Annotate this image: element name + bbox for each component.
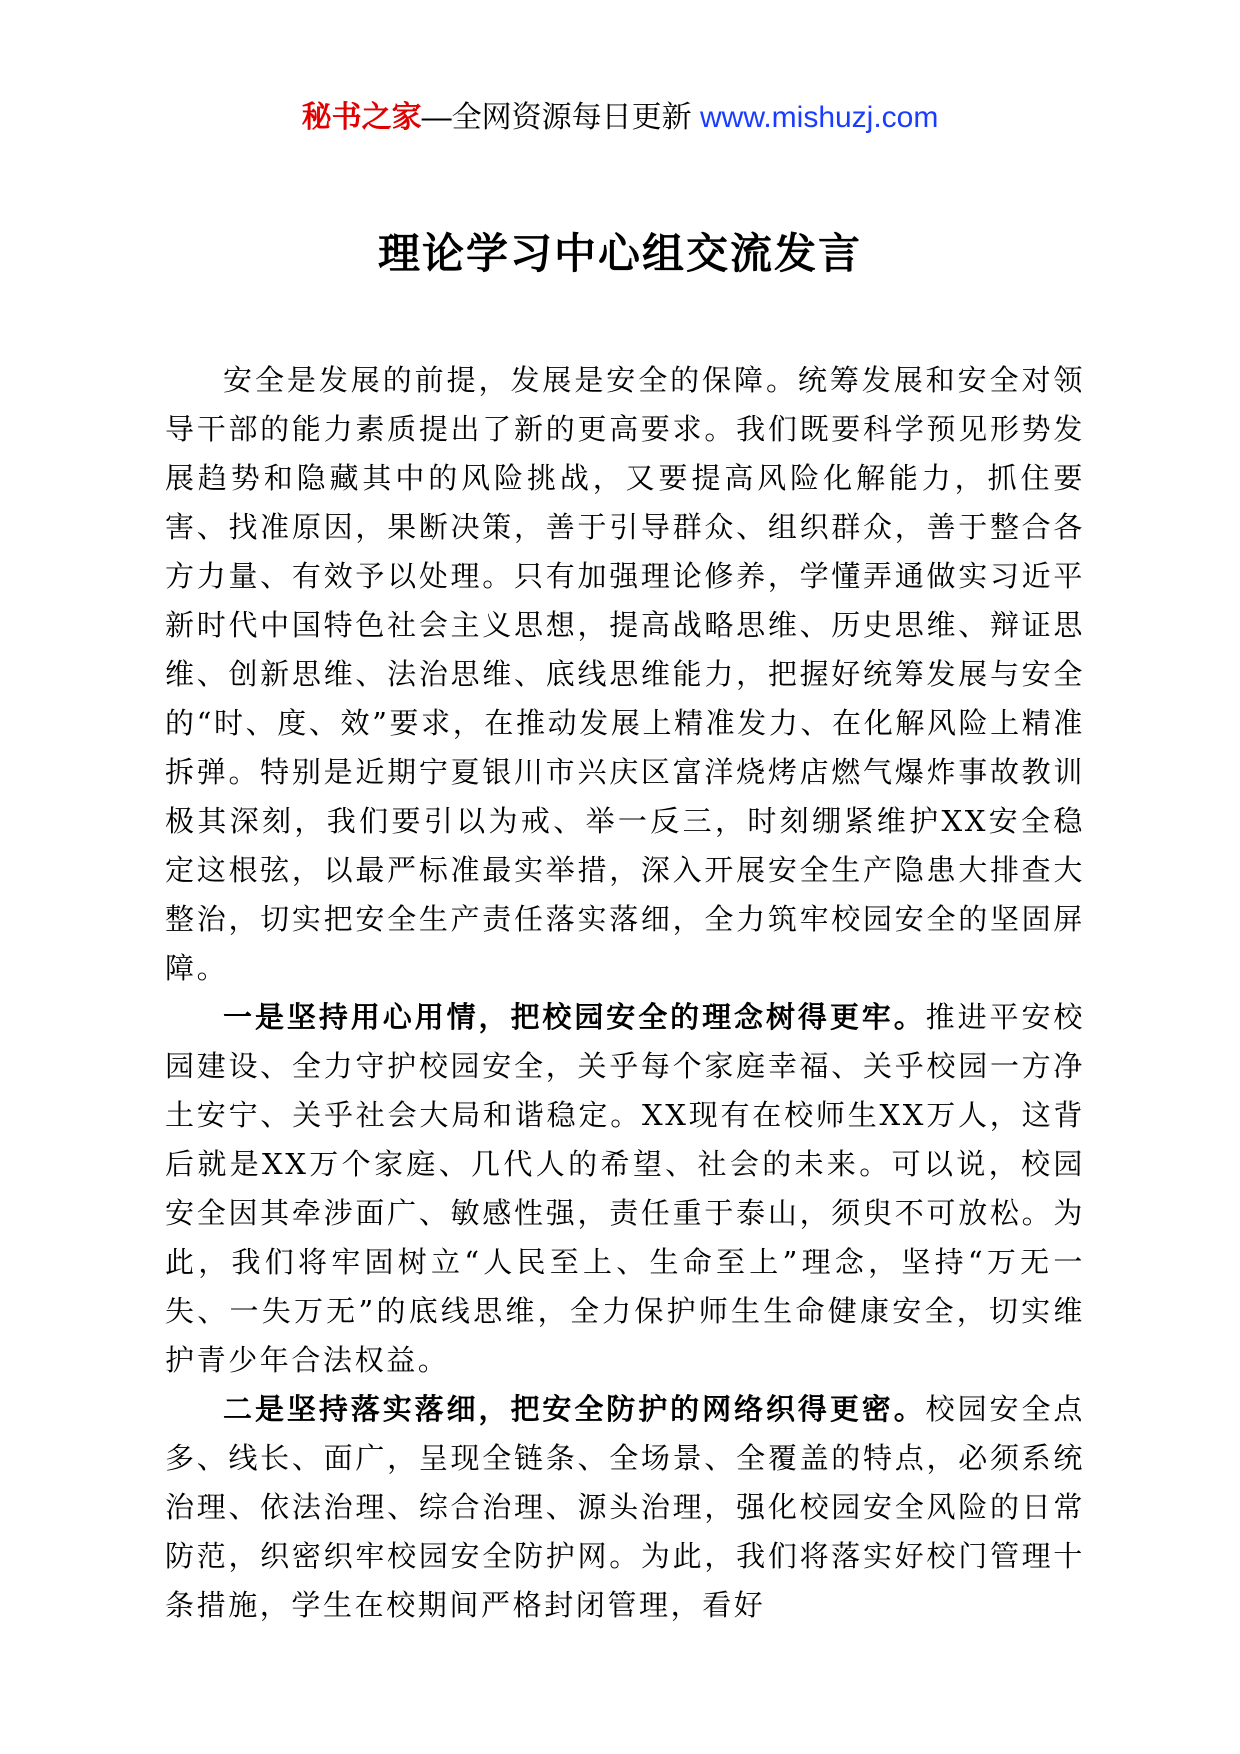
paragraph-intro xyxy=(165,356,1085,993)
paragraph-point-two xyxy=(165,1385,1085,1630)
brand-name: 秘书之家 xyxy=(301,101,422,134)
document-body xyxy=(165,356,1085,1630)
paragraph-text: 校园安全点多、线长、面广，呈现全链条、全场景、全覆盖的特点，必须系统治理、依法治理、综合治理、源头治理，强化校园安全风险的日常防范，织密织牢校园安全防护网。为此，我们将落实好校门管理十条措施，学生在校期间严格封闭管理，看好 xyxy=(165,1392,1085,1622)
site-header xyxy=(0,98,1240,138)
paragraph-point-one xyxy=(165,993,1085,1385)
paragraph-lead: 二是坚持落实落细，把安全防护的网络织得更密。 xyxy=(223,1392,926,1426)
site-url[interactable]: www.mishuzj.com xyxy=(699,101,939,134)
document-title: 理论学习中心组交流发言 xyxy=(377,229,862,278)
header-tagline: —全网资源每日更新 xyxy=(421,101,692,134)
paragraph-lead: 一是坚持用心用情，把校园安全的理念树得更牢。 xyxy=(223,1000,926,1034)
paragraph-text: 推进平安校园建设、全力守护校园安全，关乎每个家庭幸福、关乎校园一方净土安宁、关乎社会大局和谐稳定。XX现有在校师生XX万人，这背后就是XX万个家庭、几代人的希望、社会的未来。可以说，校园安全因其牵涉面广、敏感性强，责任重于泰山，须臾不可放松。为此，我们将牢固树立“人民至上、生命至上”理念，坚持“万无一失、一失万无”的底线思维，全力保护师生生命健康安全，切实维护青少年合法权益。 xyxy=(165,1000,1085,1377)
paragraph-text: 安全是发展的前提，发展是安全的保障。统筹发展和安全对领导干部的能力素质提出了新的更高要求。我们既要科学预见形势发展趋势和隐藏其中的风险挑战，又要提高风险化解能力，抓住要害、找准原因，果断决策，善于引导群众、组织群众，善于整合各方力量、有效予以处理。只有加强理论修养，学懂弄通做实习近平新时代中国特色社会主义思想，提高战略思维、历史思维、辩证思维、创新思维、法治思维、底线思维能力，把握好统筹发展与安全的“时、度、效”要求，在推动发展上精准发力、在化解风险上精准拆弹。特别是近期宁夏银川市兴庆区富洋烧烤店燃气爆炸事故教训极其深刻，我们要引以为戒、举一反三，时刻绷紧维护XX安全稳定这根弦，以最严标准最实举措，深入开展安全生产隐患大排查大整治，切实把安全生产责任落实落细，全力筑牢校园安全的坚固屏障。 xyxy=(165,363,1085,985)
